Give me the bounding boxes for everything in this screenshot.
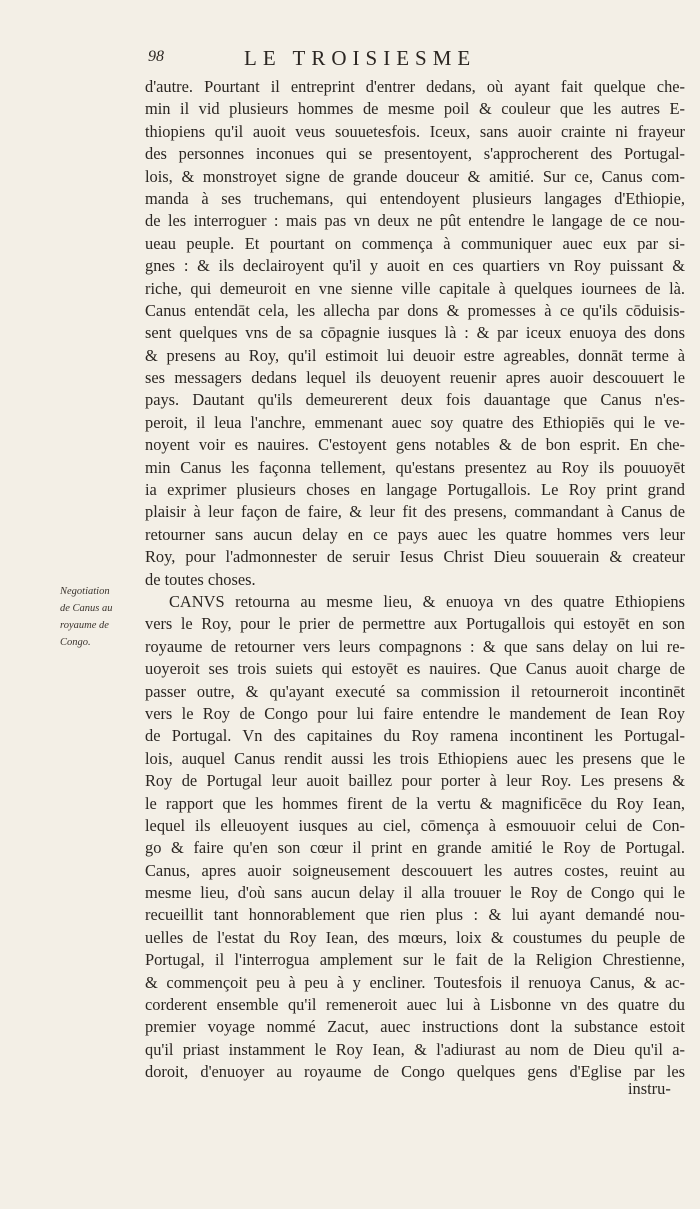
text-line: pays. Dautant qu'ils demeurerent deux fois dauantage que Canus n'es-: [145, 390, 685, 410]
text-line: gnes : & ils declairoyent qu'il y auoit en ces quartiers vn Roy puissant &: [145, 256, 685, 276]
text-line: ses messagers dedans lequel ils deuoyent reuenir apres auoir descouuert le: [145, 368, 685, 388]
text-line: uelles de l'estat du Roy Iean, des mœurs, loix & coustumes du peuple de: [145, 927, 685, 947]
text-line: go & faire qu'en son cœur il print en grande amitié le Roy de Portugal.: [145, 838, 685, 858]
text-line: de Portugal. Vn des capitaines du Roy ramena incontinent les Portugal-: [145, 726, 685, 746]
text-line: doroit, d'enuoyer au royaume de Congo quelques gens d'Eglise par les: [145, 1062, 685, 1082]
text-line: sent quelques vns de sa cōpagnie iusques là : & par iceux enuoya des dons: [145, 323, 685, 343]
text-line: Canus, apres auoir soigneusement descouuert les autres costes, reuint au: [145, 860, 685, 880]
margin-note-line: Congo.: [60, 637, 91, 648]
text-line: Portugal, il l'interrogua amplement sur le fait de la Religion Chrestienne,: [145, 950, 685, 970]
text-line: CANVS retourna au mesme lieu, & enuoya vn des quatre Ethiopiens: [169, 591, 685, 611]
text-line: de les interroguer : mais pas vn deux ne pût entendre le langage de ce nou-: [145, 211, 685, 231]
text-line: Roy, pour l'admonnester de seruir Iesus Christ Dieu souuerain & createur: [145, 547, 685, 567]
text-line: vers le Roy de Congo pour lui faire entendre le mandement de Iean Roy: [145, 703, 685, 723]
text-line: lequel ils elleuoyent iusques au ciel, cōmença à esmouuoir celui de Con-: [145, 815, 685, 835]
page-number: 98: [148, 48, 164, 65]
text-line: uoyeroit ses trois suiets qui estoyēt es nauires. Que Canus auoit charge de: [145, 659, 685, 679]
text-line: & presens au Roy, qu'il estimoit lui deuoir estre agreables, donnāt terme à: [145, 345, 685, 365]
text-line: recueillit tant honnorablement que rien plus : & lui ayant demandé nou-: [145, 905, 685, 925]
text-line: ia exprimer plusieurs choses en langage Portugallois. Le Roy print grand: [145, 480, 685, 500]
text-line: d'autre. Pourtant il entreprint d'entrer dedans, où ayant fait quelque che-: [145, 77, 685, 96]
margin-note-line: Negotiation: [60, 586, 110, 597]
text-line: lois, & monstroyet signe de grande douceur & amitié. Sur ce, Canus com-: [145, 166, 685, 186]
text-line: corderent ensemble qu'il remeneroit auec lui à Lisbonne vn des quatre du: [145, 995, 685, 1015]
text-line: Canus entendāt cela, les allecha par dons & promesses à ce qu'ils cōduisis-: [145, 300, 685, 320]
margin-note: [60, 583, 142, 651]
margin-note-line: de Canus au: [60, 603, 113, 614]
text-line: riche, qui demeuroit en vne sienne ville capitale à quelques iournees de là.: [145, 278, 685, 298]
text-line: manda à ses truchemans, qui entendoyent plusieurs langages d'Ethiopie,: [145, 188, 685, 208]
margin-note-line: royaume de: [60, 620, 109, 631]
running-head: LE TROISIESME: [244, 46, 477, 70]
text-line: min Canus les façonna tellement, qu'estans presentez au Roy ils pouuoyēt: [145, 457, 685, 477]
body-text: [145, 76, 685, 1084]
text-line: thiopiens qu'il auoit veus souuetesfois. Iceux, sans auoir crainte ni frayeur: [145, 121, 685, 141]
text-line: noyent voir es nauires. C'estoyent gens notables & de bon esprit. En che-: [145, 435, 685, 455]
text-line: plaisir à leur façon de faire, & leur fit des presens, commandant à Canus de: [145, 502, 685, 522]
text-line: mesme lieu, d'où sans aucun delay il alla trouuer le Roy de Congo qui le: [145, 883, 685, 903]
text-line: & commençoit peu à peu à y encliner. Toutesfois il renuoya Canus, & ac-: [145, 972, 685, 992]
text-line: retourner sans aucun delay en ce pays auec les quatre hommes vers leur: [145, 524, 685, 544]
text-line: lois, auquel Canus rendit aussi les trois Ethiopiens auec les presens que le: [145, 748, 685, 768]
text-line: passer outre, & qu'ayant executé sa commission il retourneroit incontinēt: [145, 681, 685, 701]
text-line: min il vid plusieurs hommes de mesme poil & couleur que les autres E-: [145, 99, 685, 119]
text-line: premier voyage nommé Zacut, auec instructions dont la substance estoit: [145, 1017, 685, 1037]
text-line: peroit, il leua l'anchre, emmenant auec soy quatre des Ethiopiēs qui le ve-: [145, 412, 685, 432]
text-line: royaume de retourner vers leurs compagnons : & que sans delay on lui re-: [145, 636, 685, 656]
text-line: de toutes choses.: [145, 569, 256, 589]
catchword: instru-: [628, 1079, 671, 1098]
text-line: le rapport que les hommes firent de la vertu & magnificēce du Roy Iean,: [145, 793, 685, 813]
text-line: vers le Roy, pour le prier de permettre aux Portugallois qui estoyēt en son: [145, 614, 685, 634]
text-line: ueau peuple. Et pourtant on commença à communiquer auec eux par si-: [145, 233, 685, 253]
text-line: qu'il priast instamment le Roy Iean, & l'adiurast au nom de Dieu qu'il a-: [145, 1039, 685, 1059]
text-line: Roy de Portugal leur auoit baillez pour porter à leur Roy. Les presens &: [145, 771, 685, 791]
text-line: des personnes inconues qui se presentoyent, s'approcherent des Portugal-: [145, 144, 685, 164]
